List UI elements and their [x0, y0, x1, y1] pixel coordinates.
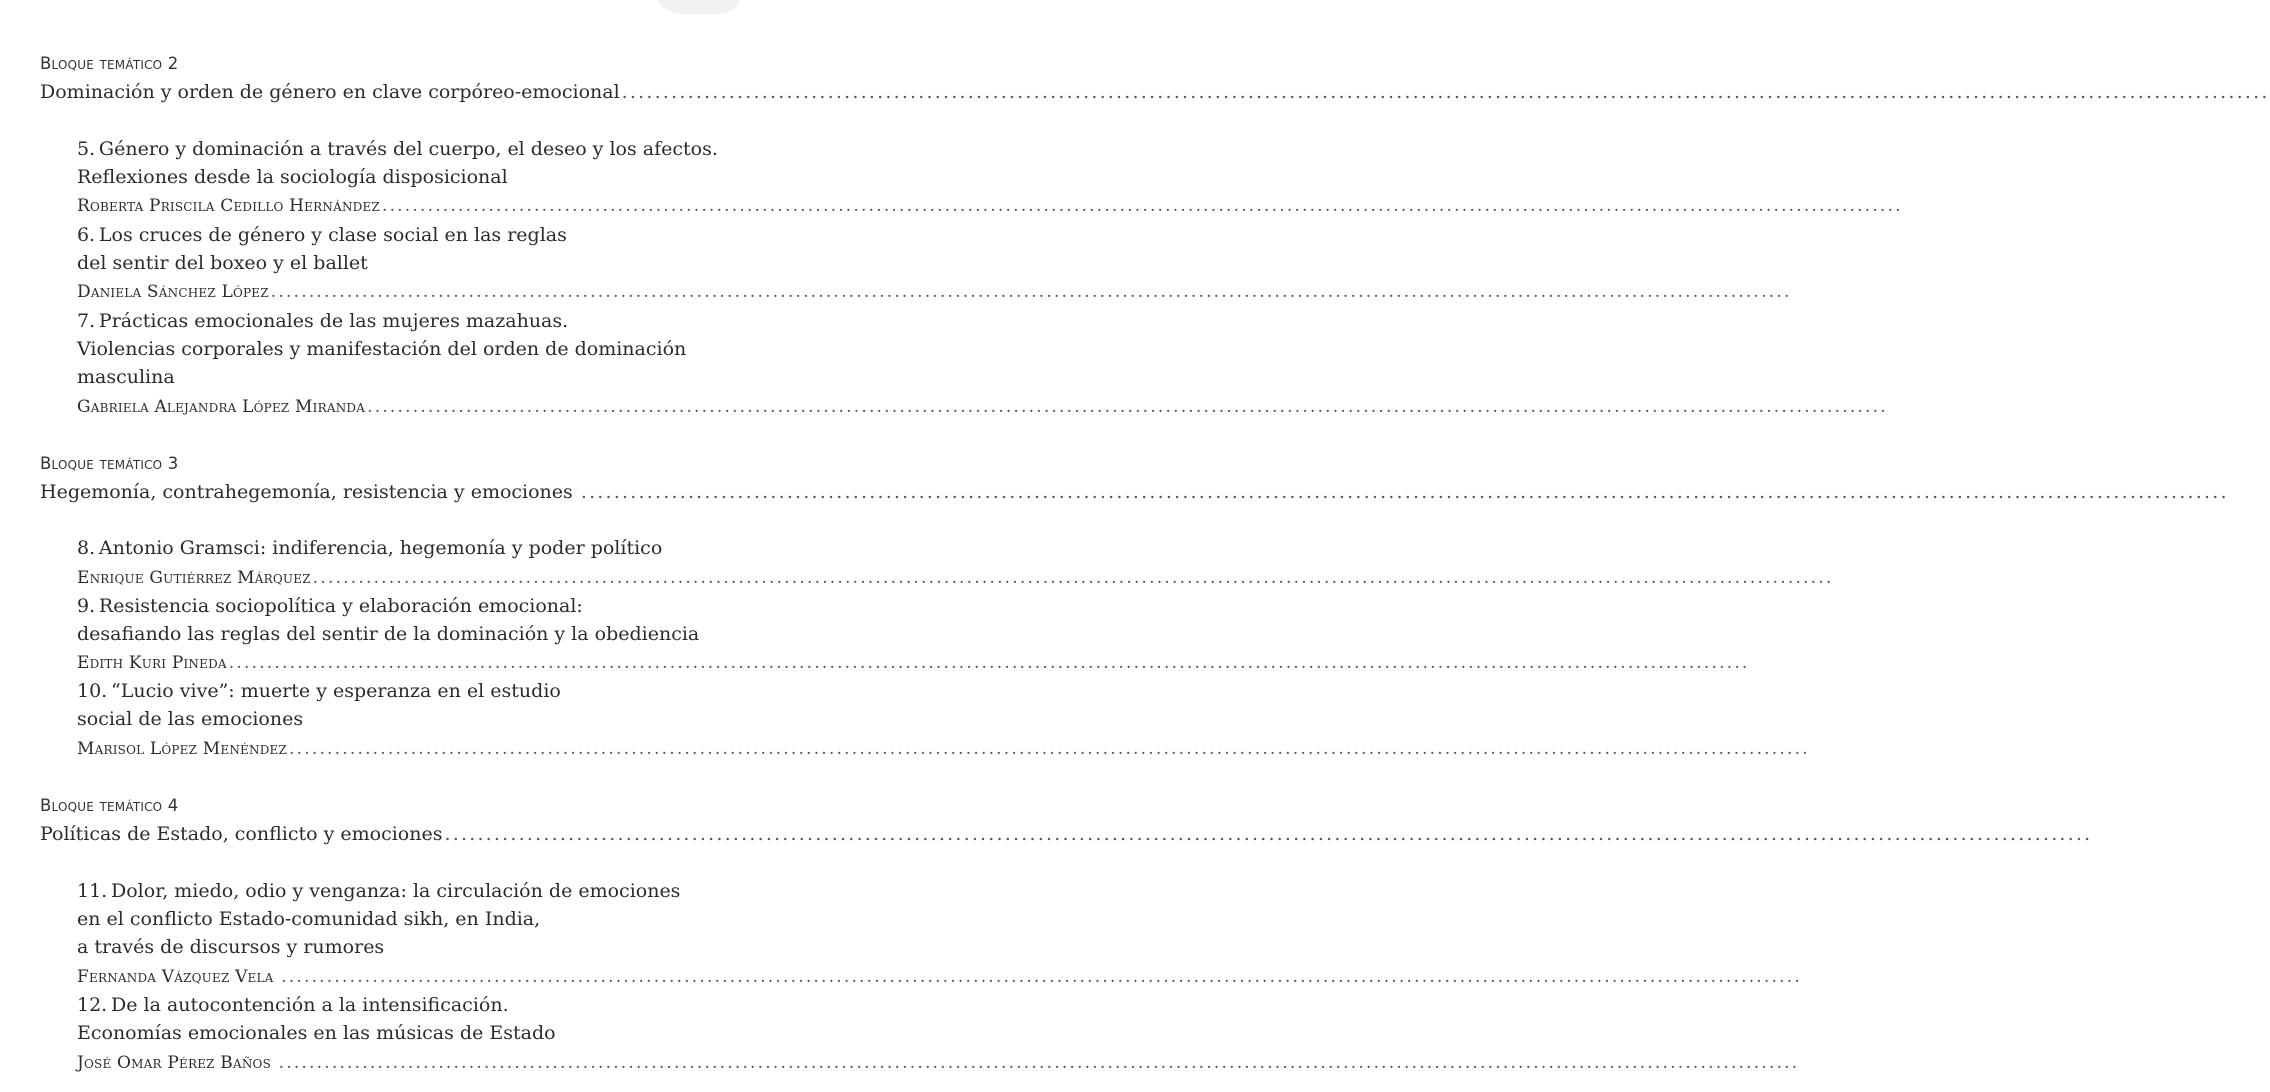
dot-leader: ........................................................................................................................................................................................................ — [312, 568, 1834, 588]
entry-author: Roberta Priscila Cedillo Hernández — [77, 196, 380, 216]
block-heading-text: Bloque temático 3 — [40, 454, 179, 473]
dot-leader: ........................................................................................................................................................................................................ — [270, 282, 1792, 302]
entry-title-line[interactable]: del sentir del boxeo y el ballet — [77, 252, 368, 274]
block-title: Políticas de Estado, conflicto y emociones — [40, 823, 443, 845]
entry-author-row — [77, 963, 1802, 991]
entry-title-line[interactable]: 11. Dolor, miedo, odio y venganza: la circulación de emociones — [77, 880, 681, 902]
dot-leader: ........................................................................................................................................................................................................ — [289, 739, 1810, 759]
entry-author-row — [77, 735, 1810, 763]
entry-title-line[interactable]: en el conflicto Estado-comunidad sikh, en India, — [77, 908, 541, 930]
entry-title-line[interactable]: 10. “Lucio vive”: muerte y esperanza en el estudio — [77, 680, 561, 702]
entry-author: Marisol López Menéndez — [77, 739, 288, 759]
dot-leader: ........................................................................................................................................................................................................ — [367, 397, 1888, 417]
entry-author: Enrique Gutiérrez Márquez — [77, 568, 311, 588]
entry-author-row — [77, 649, 1750, 677]
block-heading-text: Bloque temático 4 — [40, 796, 179, 815]
block-heading — [40, 792, 714, 820]
dot-leader: ........................................................................................................................................................................................................ — [444, 823, 2093, 845]
block-title-row[interactable] — [40, 478, 2229, 506]
entry-title-line[interactable]: Violencias corporales y manifestación del orden de dominación — [77, 338, 687, 360]
entry-author-row — [77, 393, 1888, 421]
block-heading — [40, 450, 714, 478]
block-title: Hegemonía, contrahegemonía, resistencia y emociones — [40, 481, 579, 503]
block-heading-text: Bloque temático 2 — [40, 54, 179, 73]
dot-leader: ........................................................................................................................................................................................................ — [621, 81, 2270, 103]
entry-title-line[interactable]: Economías emocionales en las músicas de Estado — [77, 1022, 556, 1044]
entry-title-line[interactable]: desafiando las reglas del sentir de la dominación y la obediencia — [77, 623, 700, 645]
entry-title-line[interactable]: 9. Resistencia sociopolítica y elaboración emocional: — [77, 595, 583, 617]
block-title-row[interactable] — [40, 78, 2270, 106]
entry-author-row — [77, 192, 1903, 220]
entry-title-line[interactable]: 6. Los cruces de género y clase social en las reglas — [77, 224, 567, 246]
entry-author: Edith Kuri Pineda — [77, 653, 227, 673]
block-title: Dominación y orden de género en clave corpóreo-emocional — [40, 81, 620, 103]
entry-title-line[interactable]: a través de discursos y rumores — [77, 936, 385, 958]
dot-leader: ........................................................................................................................................................................................................ — [278, 1053, 1800, 1073]
dot-leader: ........................................................................................................................................................................................................ — [381, 196, 1903, 216]
block-heading — [40, 50, 714, 78]
entry-author: José Omar Pérez Baños — [77, 1053, 277, 1073]
dot-leader: ........................................................................................................................................................................................................ — [281, 967, 1802, 987]
page-corner-decoration — [654, 0, 744, 14]
entry-author: Fernanda Vázquez Vela — [77, 967, 280, 987]
entry-author-row — [77, 278, 1792, 306]
entry-title-line[interactable]: 8. Antonio Gramsci: indiferencia, hegemonía y poder político — [77, 537, 663, 559]
entry-title-line[interactable]: 12. De la autocontención a la intensificación. — [77, 994, 509, 1016]
entry-author-row — [77, 1049, 1800, 1077]
entry-title-line[interactable]: 5. Género y dominación a través del cuerpo, el deseo y los afectos. — [77, 138, 718, 160]
entry-title-line[interactable]: Reflexiones desde la sociología disposicional — [77, 166, 508, 188]
dot-leader: ........................................................................................................................................................................................................ — [580, 481, 2229, 503]
entry-title-line[interactable]: masculina — [77, 366, 175, 388]
block-title-row[interactable] — [40, 820, 2093, 848]
entry-title-line[interactable]: social de las emociones — [77, 708, 304, 730]
entry-author: Daniela Sánchez López — [77, 282, 269, 302]
dot-leader: ........................................................................................................................................................................................................ — [228, 653, 1750, 673]
entry-author: Gabriela Alejandra López Miranda — [77, 397, 366, 417]
entry-author-row — [77, 564, 1834, 592]
entry-title-line[interactable]: 7. Prácticas emocionales de las mujeres mazahuas. — [77, 310, 569, 332]
